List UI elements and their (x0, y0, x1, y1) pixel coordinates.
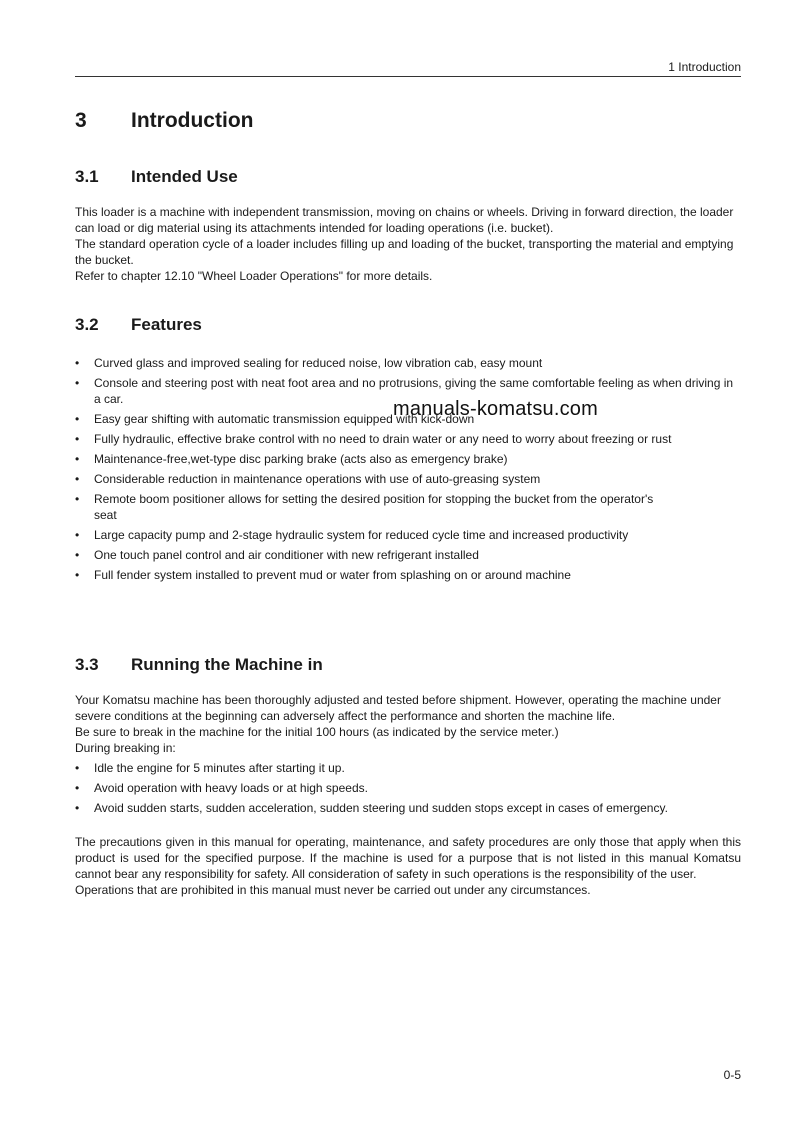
chapter-number: 3 (75, 109, 87, 132)
section-title: Running the Machine in (131, 655, 323, 674)
chapter-title: Introduction (131, 109, 254, 132)
section-heading-intended-use (75, 167, 238, 187)
bullet-icon: • (75, 548, 80, 562)
bullet-icon: • (75, 528, 80, 542)
bullet-icon: • (75, 492, 80, 506)
list-item: • Avoid sudden starts, sudden acceleration, sudden steering und sudden stops except in cases of emergency. (75, 801, 668, 815)
list-item: • Remote boom positioner allows for setting the desired position for stopping the bucket from the operator's seat (75, 492, 654, 522)
list-item: • Avoid operation with heavy loads or at high speeds. (75, 781, 368, 795)
list-item: • One touch panel control and air conditioner with new refrigerant installed (75, 548, 479, 562)
list-item: • Maintenance-free,wet-type disc parking brake (acts also as emergency brake) (75, 452, 508, 466)
paragraph: During breaking in: (75, 741, 176, 755)
paragraph: The standard operation cycle of a loader includes filling up and loading of the bucket, transporting the material and emptying the bucket. (75, 237, 734, 267)
list-item: • Large capacity pump and 2-stage hydraulic system for reduced cycle time and increased productivity (75, 528, 629, 542)
precautions-text (75, 834, 741, 898)
header-rule (75, 76, 741, 77)
bullet-icon: • (75, 568, 80, 582)
list-item: • Easy gear shifting with automatic transmission equipped with kick-down (75, 412, 475, 426)
section-heading-running-in (75, 655, 323, 675)
section-number: 3.3 (75, 655, 99, 674)
section-title: Features (131, 315, 202, 334)
features-list (75, 355, 741, 587)
running-in-intro (75, 692, 741, 756)
section-number: 3.1 (75, 167, 99, 186)
list-item: • Console and steering post with neat foot area and no protrusions, giving the same comfortable feeling as when driving in a car. (75, 376, 734, 406)
bullet-icon: • (75, 412, 80, 426)
list-item: • Full fender system installed to prevent mud or water from splashing on or around machine (75, 568, 571, 582)
bullet-icon: • (75, 781, 80, 795)
paragraph: Operations that are prohibited in this manual must never be carried out under any circumstances. (75, 883, 591, 897)
bullet-icon: • (75, 452, 80, 466)
watermark-text: manuals-komatsu.com (393, 398, 598, 420)
section-number: 3.2 (75, 315, 99, 334)
paragraph: Your Komatsu machine has been thoroughly adjusted and tested before shipment. However, operating the machine under severe conditions at the beginning can adversely affect the performance and shorten the machine life. (75, 693, 721, 723)
list-item: • Considerable reduction in maintenance operations with use of auto-greasing system (75, 472, 541, 486)
section-heading-features (75, 315, 202, 335)
list-item: • Curved glass and improved sealing for reduced noise, low vibration cab, easy mount (75, 356, 543, 370)
break-in-list (75, 760, 741, 820)
paragraph: The precautions given in this manual for operating, maintenance, and safety procedures are only those that apply when this product is used for the specified purpose. If the machine is used for a purpose that is not listed in this manual Komatsu cannot bear any responsibility for safety. All consideration of safety in such operations is the responsibility of the user. (75, 835, 741, 881)
chapter-heading (75, 109, 253, 133)
bullet-icon: • (75, 472, 80, 486)
intended-use-text (75, 204, 741, 284)
paragraph: This loader is a machine with independent transmission, moving on chains or wheels. Driving in forward direction, the loader can load or dig material using its attachments intended for loading operations (i.e. bucket). (75, 205, 734, 235)
list-item: • Fully hydraulic, effective brake control with no need to drain water or any need to worry about freezing or rust (75, 432, 672, 446)
bullet-icon: • (75, 761, 80, 775)
paragraph: Refer to chapter 12.10 "Wheel Loader Operations" for more details. (75, 269, 433, 283)
bullet-icon: • (75, 432, 80, 446)
bullet-icon: • (75, 801, 80, 815)
list-item: • Idle the engine for 5 minutes after starting it up. (75, 761, 345, 775)
section-title: Intended Use (131, 167, 238, 186)
bullet-icon: • (75, 356, 80, 370)
running-header: 1 Introduction (668, 60, 741, 74)
bullet-icon: • (75, 376, 80, 390)
page-number: 0-5 (723, 1068, 741, 1082)
paragraph: Be sure to break in the machine for the initial 100 hours (as indicated by the service meter.) (75, 725, 559, 739)
